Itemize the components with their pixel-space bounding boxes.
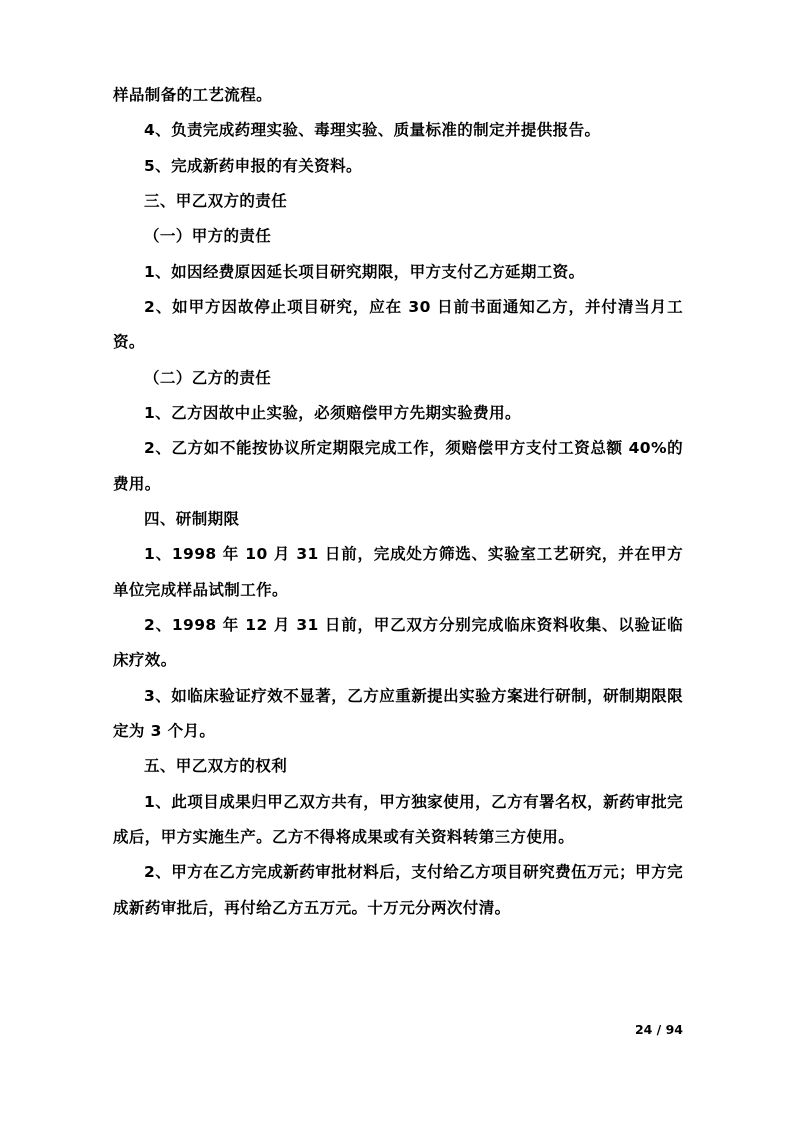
subsection-heading: （二）乙方的责任 <box>144 368 272 387</box>
paragraph: 2、乙方如不能按协议所定期限完成工作，须赔偿甲方支付工资总额 40%的费用。 <box>113 439 683 493</box>
page-number: 24 / 94 <box>634 1022 683 1037</box>
paragraph: 2、甲方在乙方完成新药审批材料后，支付给乙方项目研究费伍万元；甲方完成新药审批后，再付给乙方五万元。十万元分两次付清。 <box>113 863 683 917</box>
section-heading: 四、研制期限 <box>144 509 240 528</box>
paragraph: 5、完成新药申报的有关资料。 <box>144 156 362 175</box>
section-heading: 五、甲乙双方的权利 <box>144 757 288 776</box>
paragraph: 1、如因经费原因延长项目研究期限，甲方支付乙方延期工资。 <box>144 262 585 281</box>
paragraph: 1、1998 年 10 月 31 日前，完成处方筛选、实验室工艺研究，并在甲方单位完成样品试制工作。 <box>113 545 683 599</box>
document-body <box>113 78 683 926</box>
subsection-heading: （一）甲方的责任 <box>144 227 272 246</box>
paragraph: 样品制备的工艺流程。 <box>113 86 273 104</box>
paragraph: 2、1998 年 12 月 31 日前，甲乙双方分别完成临床资料收集、以验证临床疗效。 <box>113 615 683 670</box>
paragraph: 1、乙方因故中止实验，必须赔偿甲方先期实验费用。 <box>144 403 521 422</box>
paragraph: 4、负责完成药理实验、毒理实验、质量标准的制定并提供报告。 <box>144 121 601 140</box>
paragraph: 3、如临床验证疗效不显著，乙方应重新提出实验方案进行研制，研制期限限定为 3 个月。 <box>113 686 683 740</box>
paragraph: 2、如甲方因故停止项目研究，应在 30 日前书面通知乙方，并付清当月工资。 <box>113 297 683 352</box>
section-heading: 三、甲乙双方的责任 <box>144 191 288 210</box>
paragraph: 1、此项目成果归甲乙双方共有，甲方独家使用，乙方有署名权，新药审批完成后，甲方实施生产。乙方不得将成果或有关资料转第三方使用。 <box>113 792 683 846</box>
